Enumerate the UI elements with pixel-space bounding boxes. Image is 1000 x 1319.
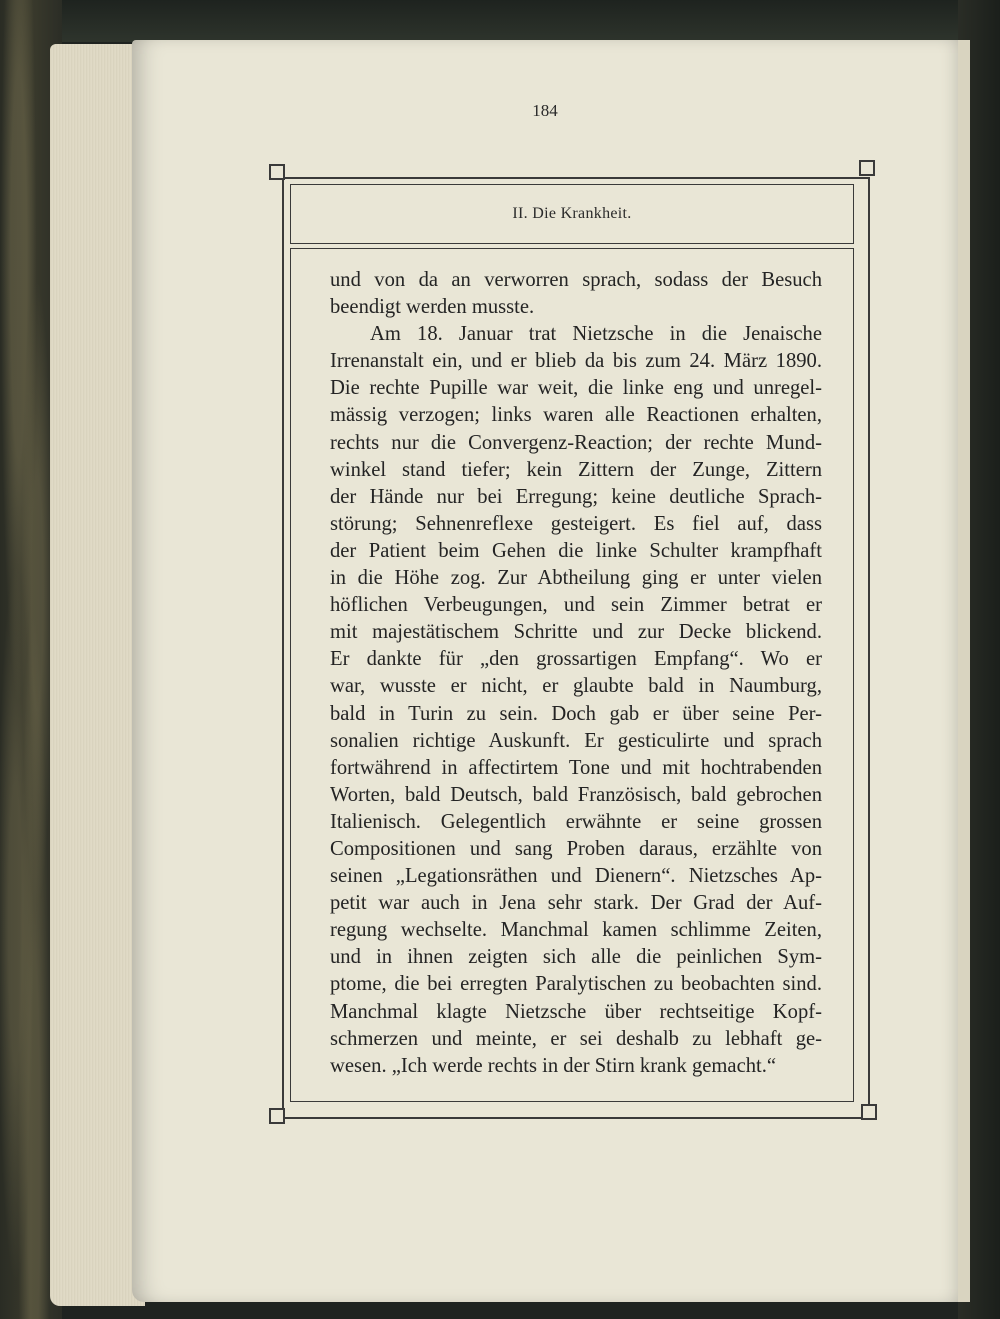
text-line: Die rechte Pupille war weit, die linke eng und unregel- (330, 377, 822, 400)
text-line: der Hände nur bei Erregung; keine deutliche Sprach- (330, 485, 822, 508)
text-line: bald in Turin zu sein. Doch gab er über seine Per- (330, 702, 822, 725)
text-line: Worten, bald Deutsch, bald Französisch, bald gebrochen (330, 783, 822, 806)
text-line: Italienisch. Gelegentlich erwähnte er seine grossen (330, 810, 822, 833)
text-line: schmerzen und meinte, er sei deshalb zu lebhaft ge- (330, 1027, 822, 1050)
text-line: störung; Sehnenreflexe gesteigert. Es fiel auf, dass (330, 512, 822, 535)
text-line: fortwährend in affectirtem Tone und mit hochtrabenden (330, 756, 822, 779)
text-line: höflichen Verbeugungen, und sein Zimmer betrat er (330, 594, 822, 617)
text-line: und von da an verworren sprach, sodass der Besuch (330, 269, 822, 291)
running-header-box (290, 184, 854, 244)
text-line: Irrenanstalt ein, und er blieb da bis zum 24. März 1890. (330, 350, 822, 373)
text-line: war, wusste er nicht, er glaubte bald in Naumburg, (330, 675, 822, 698)
frame-corner-top-left (269, 164, 285, 180)
page-number: 184 (532, 101, 558, 120)
text-line: und in ihnen zeigten sich alle die peinlichen Sym- (330, 946, 822, 969)
text-line: beendigt werden musste. (330, 296, 535, 319)
body-text (330, 267, 822, 1080)
text-line: rechts nur die Convergenz-Reaction; der rechte Mund- (330, 431, 822, 454)
text-line: ptome, die bei erregten Paralytischen zu beobachten sind. (330, 973, 822, 996)
text-line: petit war auch in Jena sehr stark. Der Grad der Auf- (330, 892, 822, 915)
text-line: wesen. „Ich werde rechts in der Stirn krank gemacht.“ (330, 1054, 777, 1077)
frame-corner-bottom-left (269, 1108, 285, 1124)
book-cover-top (0, 0, 1000, 42)
text-line: winkel stand tiefer; kein Zittern der Zunge, Zittern (330, 458, 822, 481)
text-line: regung wechselte. Manchmal kamen schlimme Zeiten, (330, 919, 822, 942)
text-line: seinen „Legationsräthen und Dienern“. Nietzsches Ap- (330, 865, 822, 888)
text-line: mit majestätischem Schritte und zur Decke blickend. (330, 621, 822, 644)
frame-corner-bottom-right (861, 1104, 877, 1120)
text-line: Compositionen und sang Proben daraus, erzählte von (330, 837, 822, 860)
text-line: in die Höhe zog. Zur Abtheilung ging er unter vielen (330, 567, 822, 590)
frame-corner-top-right (859, 160, 875, 176)
page-edges (50, 44, 145, 1306)
text-line: Manchmal klagte Nietzsche über rechtseitige Kopf- (330, 1000, 822, 1023)
text-line: Am 18. Januar trat Nietzsche in die Jenaische (370, 323, 822, 346)
running-header-title: II. Die Krankheit. (512, 205, 632, 222)
text-line: der Patient beim Gehen die linke Schulter krampfhaft (330, 539, 822, 562)
text-line: Er dankte für „den grossartigen Empfang“. Wo er (330, 648, 822, 671)
text-line: mässig verzogen; links waren alle Reactionen erhalten, (330, 404, 822, 427)
text-line: sonalien richtige Auskunft. Er gesticulirte und sprach (330, 729, 822, 752)
facing-page-edge (958, 40, 970, 1302)
